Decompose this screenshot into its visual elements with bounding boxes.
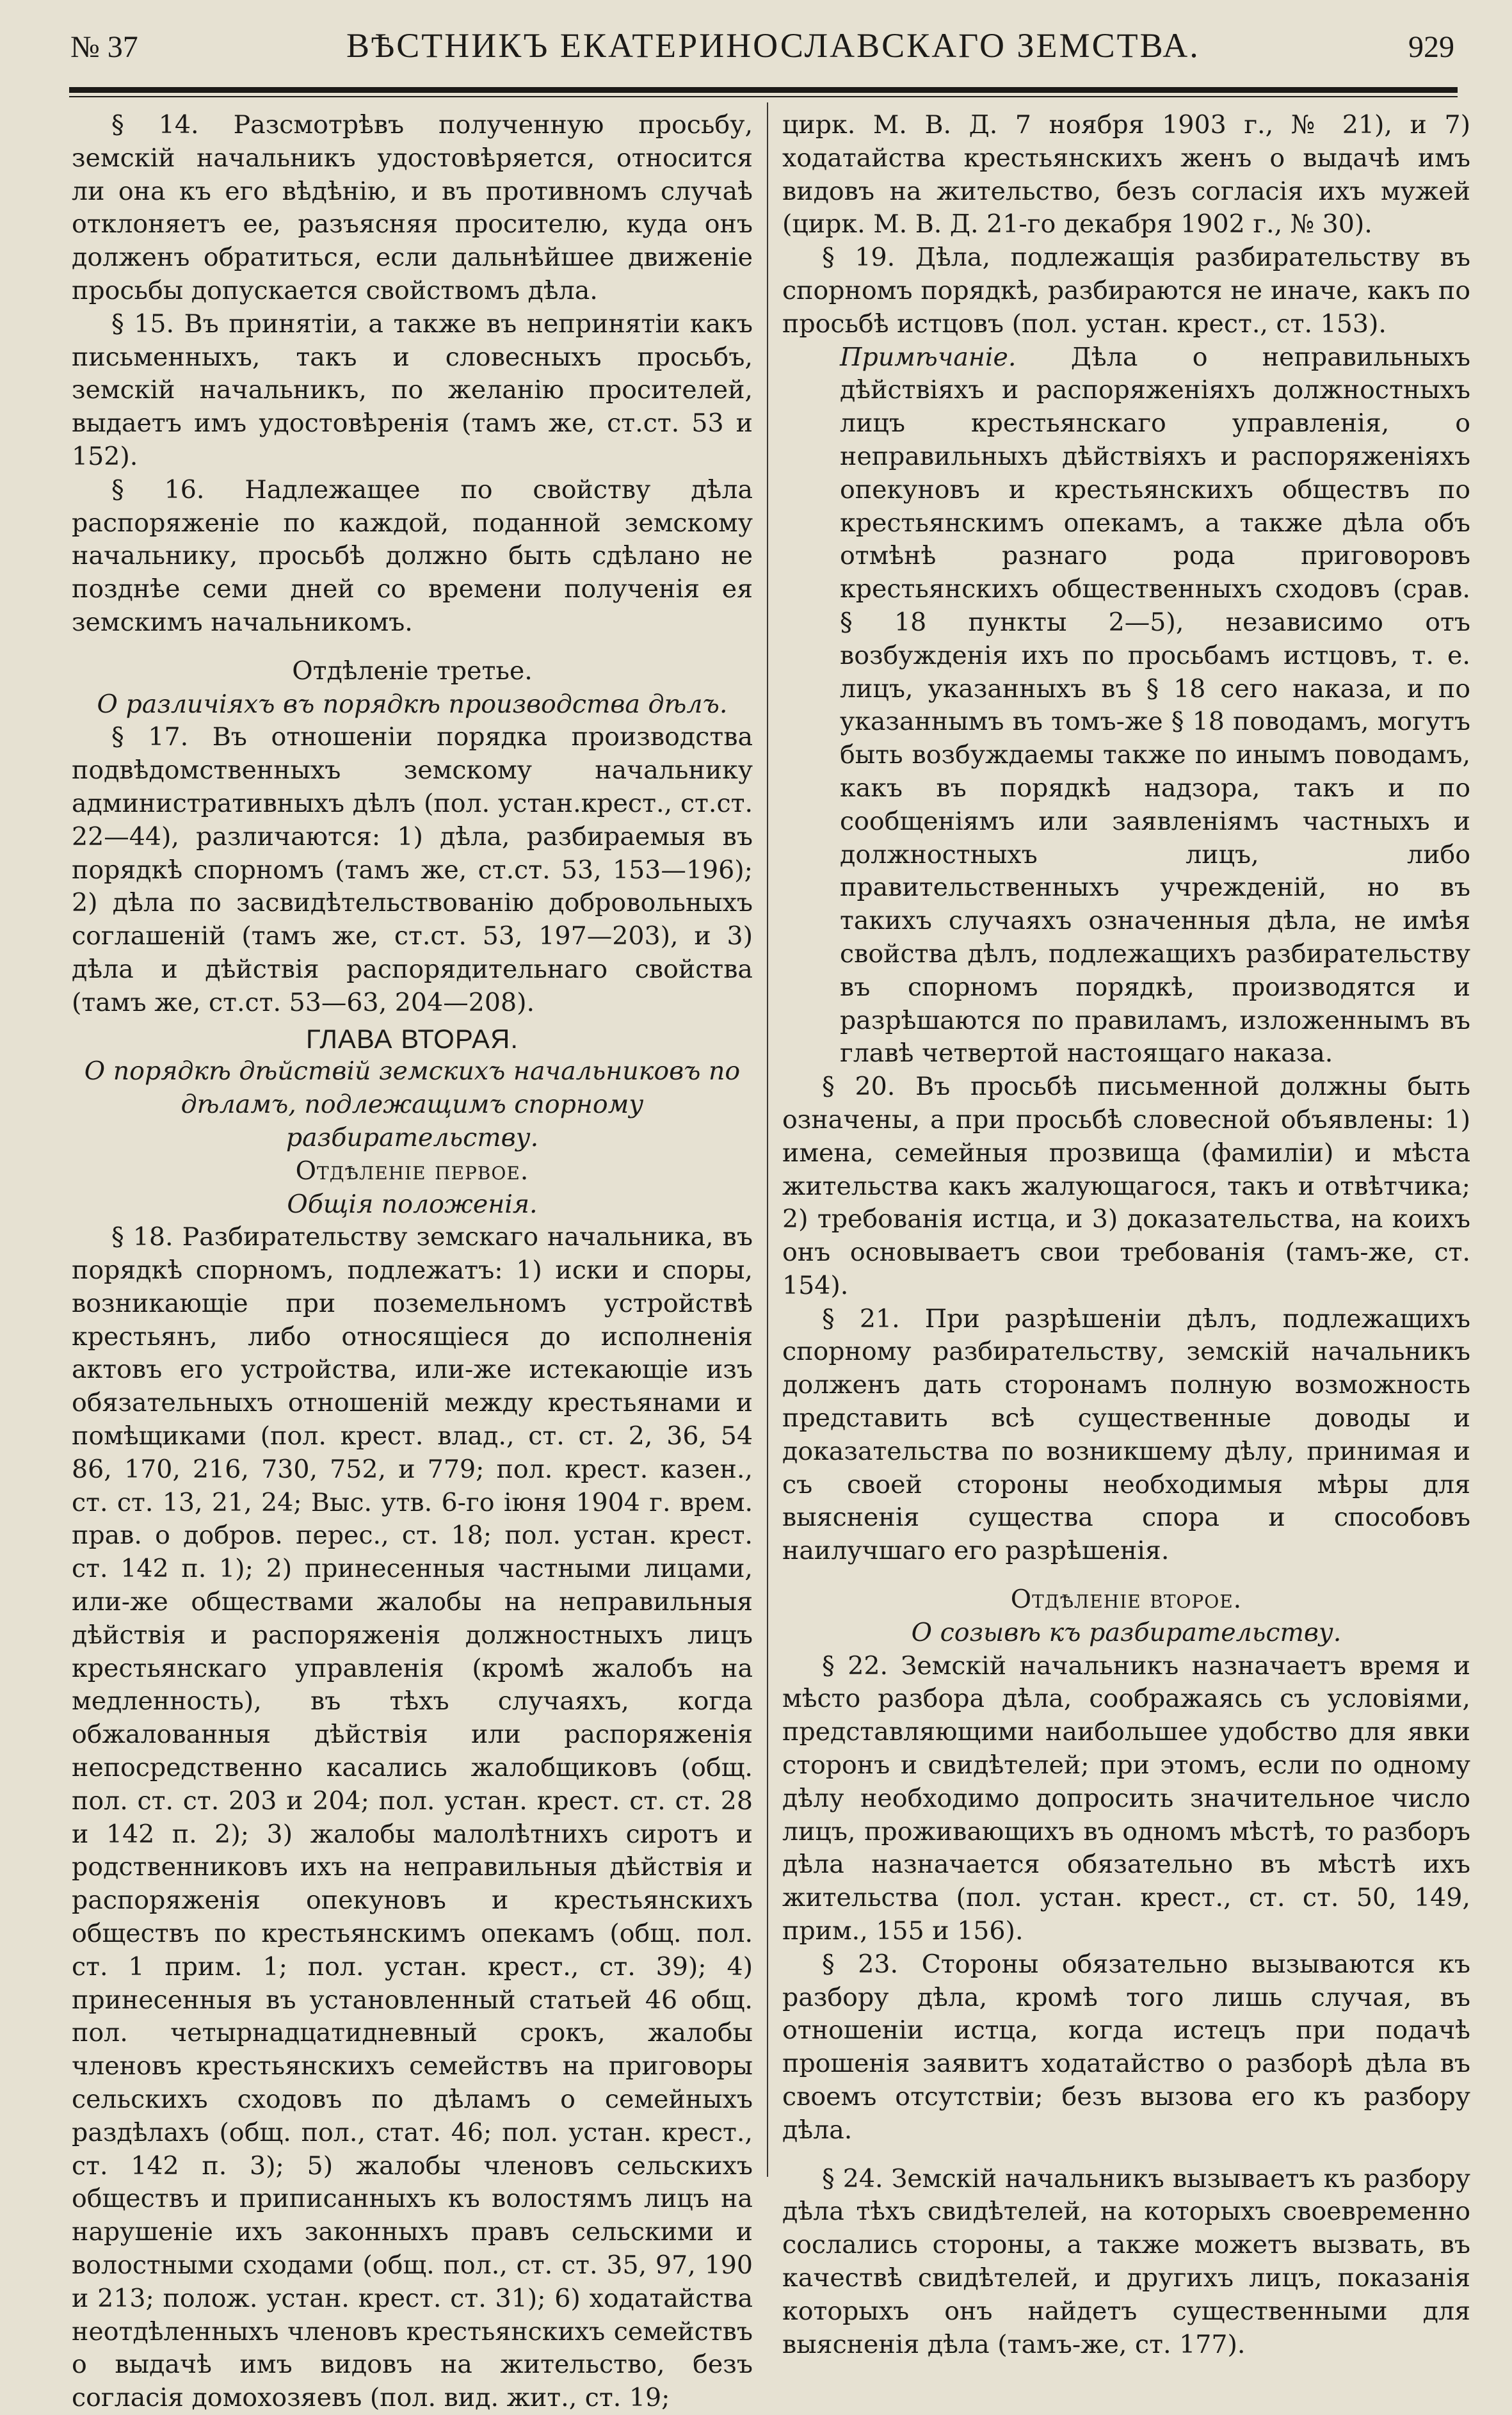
- issue-number: № 37: [70, 30, 138, 64]
- section-title: Отдѣленіе первое.: [295, 1156, 529, 1186]
- journal-title: ВѢСТНИКЪ ЕКАТЕРИНОСЛАВСКАГО ЗЕМСТВА.: [346, 26, 1200, 65]
- paragraph-23: § 23. Стороны обязательно вызываются къ разбору дѣла, кромѣ того лишь случая, въ отношеніи истца, когда истецъ при подачѣ прошенія заявитъ ходатайство о разборѣ дѣла въ своемъ отсутствіи; безъ вызова его къ разбору дѣла.: [782, 1949, 1470, 2145]
- page-header: [70, 26, 1454, 83]
- column-divider: [767, 102, 768, 2177]
- paragraph-15: § 15. Въ принятіи, а также въ непринятіи какъ письменныхъ, такъ и словесныхъ просьбъ, земскій начальникъ, по желанію просителей, выдаетъ имъ удостовѣренія (тамъ же, ст.ст. 53 и 152).: [72, 309, 753, 471]
- note-label: Примѣчаніе.: [840, 342, 1017, 372]
- paragraph-21: § 21. При разрѣшеніи дѣлъ, подлежащихъ спорному разбирательству, земскій начальникъ долженъ дать сторонамъ полную возможность представить всѣ существенные доводы и доказательства по возникшему дѣлу, принимая и съ своей стороны необходимыя мѣры для выясненія существа спора и способовъ наилучшаго его разрѣшенія.: [782, 1304, 1470, 1566]
- chapter-subtitle: О порядкѣ дѣйствій земскихъ начальниковъ по дѣламъ, подлежащимъ спорному разбирательству.: [84, 1056, 741, 1152]
- note: [840, 341, 1470, 1071]
- header-rule-thin: [69, 96, 1458, 97]
- note-text: Дѣла о неправильныхъ дѣйствіяхъ и распоряженіяхъ должностныхъ лицъ крестьянскаго управленія, о неправильныхъ дѣйствіяхъ и распоряженіяхъ опекуновъ и крестьянскихъ обществъ по крестьянскимъ опекамъ, а также дѣла объ отмѣнѣ разнаго рода приговоровъ крестьянскихъ общественныхъ сходовъ (срав. § 18 пункты 2—5), независимо отъ возбужденія ихъ по просьбамъ истцовъ, т. е. лицъ, указанныхъ въ § 18 сего наказа, и по указаннымъ въ томъ-же § 18 поводамъ, могутъ быть возбуждаемы также по инымъ поводамъ, какъ въ порядкѣ надзора, такъ и по сообщеніямъ или заявленіямъ частныхъ и должностныхъ лицъ, либо правительственныхъ учрежденій, но въ такихъ случаяхъ означенныя дѣла, не имѣя свойства дѣлъ, подлежащихъ разбирательству въ спорномъ порядкѣ, производятся и разрѣшаются по правиламъ, изложеннымъ въ главѣ четвертой настоящаго наказа.: [840, 342, 1471, 1069]
- section-title: Отдѣленіе второе.: [1010, 1585, 1243, 1615]
- paragraph-14: § 14. Разсмотрѣвъ полученную просьбу, земскій начальникъ удостовѣряется, относится ли она къ его вѣдѣнію, и въ противномъ случаѣ отклоняетъ ее, разъясняя просителю, куда онъ долженъ обратиться, если дальнѣйшее движеніе просьбы допускается свойствомъ дѣла.: [72, 110, 753, 305]
- paragraph-18-continued: цирк. М. В. Д. 7 ноября 1903 г., № 21), и 7) ходатайства крестьянскихъ женъ о выдачѣ имъ видовъ на жительство, безъ согласія ихъ мужей (цирк. М. В. Д. 21-го декабря 1902 г., № 30).: [782, 110, 1470, 239]
- right-column: [782, 109, 1470, 2361]
- paragraph-19: § 19. Дѣла, подлежащія разбирательству въ спорномъ порядкѣ, разбираются не иначе, какъ по просьбѣ истцовъ (пол. устан. крест., ст. 153).: [782, 243, 1470, 339]
- section-subtitle: О созывѣ къ разбирательству.: [911, 1617, 1342, 1647]
- paragraph-22: § 22. Земскій начальникъ назначаетъ время и мѣсто разбора дѣла, соображаясь съ условіями, представляющими наибольшее удобство для явки сторонъ и свидѣтелей; при этомъ, если по одному дѣлу необходимо допросить значительное число лицъ, проживающихъ въ одномъ мѣстѣ, то разборъ дѣла назначается обязательно въ мѣстѣ ихъ жительства (пол. устан. крест., ст. ст. 50, 149, прим., 155 и 156).: [782, 1651, 1470, 1946]
- header-rule-thick: [69, 87, 1458, 93]
- section-subtitle: О различіяхъ въ порядкѣ производства дѣлъ.: [97, 689, 728, 719]
- section-title: Отдѣленіе третье.: [292, 656, 533, 686]
- left-column: [72, 109, 753, 2415]
- paragraph-24: § 24. Земскій начальникъ вызываетъ къ разбору дѣла тѣхъ свидѣтелей, на которыхъ своевременно сослались стороны, а также можетъ вызвать, въ качествѣ свидѣтелей, и другихъ лицъ, показанія которыхъ онъ найдетъ существенными для выясненія дѣла (тамъ-же, ст. 177).: [782, 2163, 1470, 2359]
- section-subtitle: Общія положенія.: [287, 1189, 538, 1219]
- paragraph-16: § 16. Надлежащее по свойству дѣла распоряженіе по каждой, поданной земскому начальнику, просьбѣ должно быть сдѣлано не позднѣе семи дней со времени полученія ея земскимъ начальникомъ.: [72, 474, 753, 637]
- paragraph-20: § 20. Въ просьбѣ письменной должны быть означены, а при просьбѣ словесной объявлены: 1) имена, семейныя прозвища (фамиліи) и мѣста жительства какъ жалующагося, такъ и отвѣтчика; 2) требованія истца, и 3) доказательства, на коихъ онъ основываетъ свои требованія (тамъ-же, ст. 154).: [782, 1072, 1470, 1300]
- page-number: 929: [1408, 30, 1454, 64]
- paragraph-17: § 17. Въ отношеніи порядка производства подвѣдомственныхъ земскому начальнику административныхъ дѣлъ (пол. устан.крест., ст.ст. 22—44), различаются: 1) дѣла, разбираемыя въ порядкѣ спорномъ (тамъ же, ст.ст. 53, 153—196); 2) дѣла по засвидѣтельствованію добровольныхъ соглашеній (тамъ же, ст.ст. 53, 197—203), и 3) дѣла и дѣйствія распорядительнаго свойства (тамъ же, ст.ст. 53—63, 204—208).: [72, 722, 753, 1017]
- paragraph-18: § 18. Разбирательству земскаго начальника, въ порядкѣ спорномъ, подлежатъ: 1) иски и споры, возникающіе при поземельномъ устройствѣ крестьянъ, либо относящіеся до исполненія актовъ его устройства, или-же истекающіе изъ обязательныхъ отношеній между крестьянами и помѣщиками (пол. крест. влад., ст. ст. 2, 36, 54 86, 170, 216, 730, 752, и 779; пол. крест. казен., ст. ст. 13, 21, 24; Выс. утв. 6-го іюня 1904 г. врем. прав. о добров. перес., ст. 18; пол. устан. крест. ст. 142 п. 1); 2) принесенныя частными лицами, или-же обществами жалобы на неправильныя дѣйствія и распоряженія должностныхъ лицъ крестьянскаго управленія (кромѣ жалобъ на медленность), въ тѣхъ случаяхъ, когда обжалованныя дѣйствія или распоряженія непосредственно касались жалобщиковъ (общ. пол. ст. ст. 203 и 204; пол. устан. крест. ст. ст. 28 и 142 п. 2); 3) жалобы малолѣтнихъ сиротъ и родственниковъ ихъ на неправильныя дѣйствія и распоряженія опекуновъ и крестьянскихъ обществъ по крестьянскимъ опекамъ (общ. пол. ст. 1 прим. 1; пол. устан. крест., ст. 39); 4) принесенныя въ установленный статьей 46 общ. пол. четырнадцатидневный срокъ, жалобы членовъ крестьянскихъ семействъ на приговоры сельскихъ сходовъ по дѣламъ о семейныхъ раздѣлахъ (общ. пол., стат. 46; пол. устан. крест., ст. 142 п. 3); 5) жалобы членовъ сельскихъ обществъ и приписанныхъ къ волостямъ лицъ на нарушеніе ихъ законныхъ правъ сельскими и волостными сходами (общ. пол., ст. ст. 35, 97, 190 и 213; полож. устан. крест. ст. 31); 6) ходатайства неотдѣленныхъ членовъ крестьянскихъ семействъ о выдачѣ имъ видовъ на жительство, безъ согласія домохозяевъ (пол. вид. жит., ст. 19;: [72, 1222, 753, 2413]
- chapter-title: ГЛАВА ВТОРАЯ.: [305, 1023, 519, 1054]
